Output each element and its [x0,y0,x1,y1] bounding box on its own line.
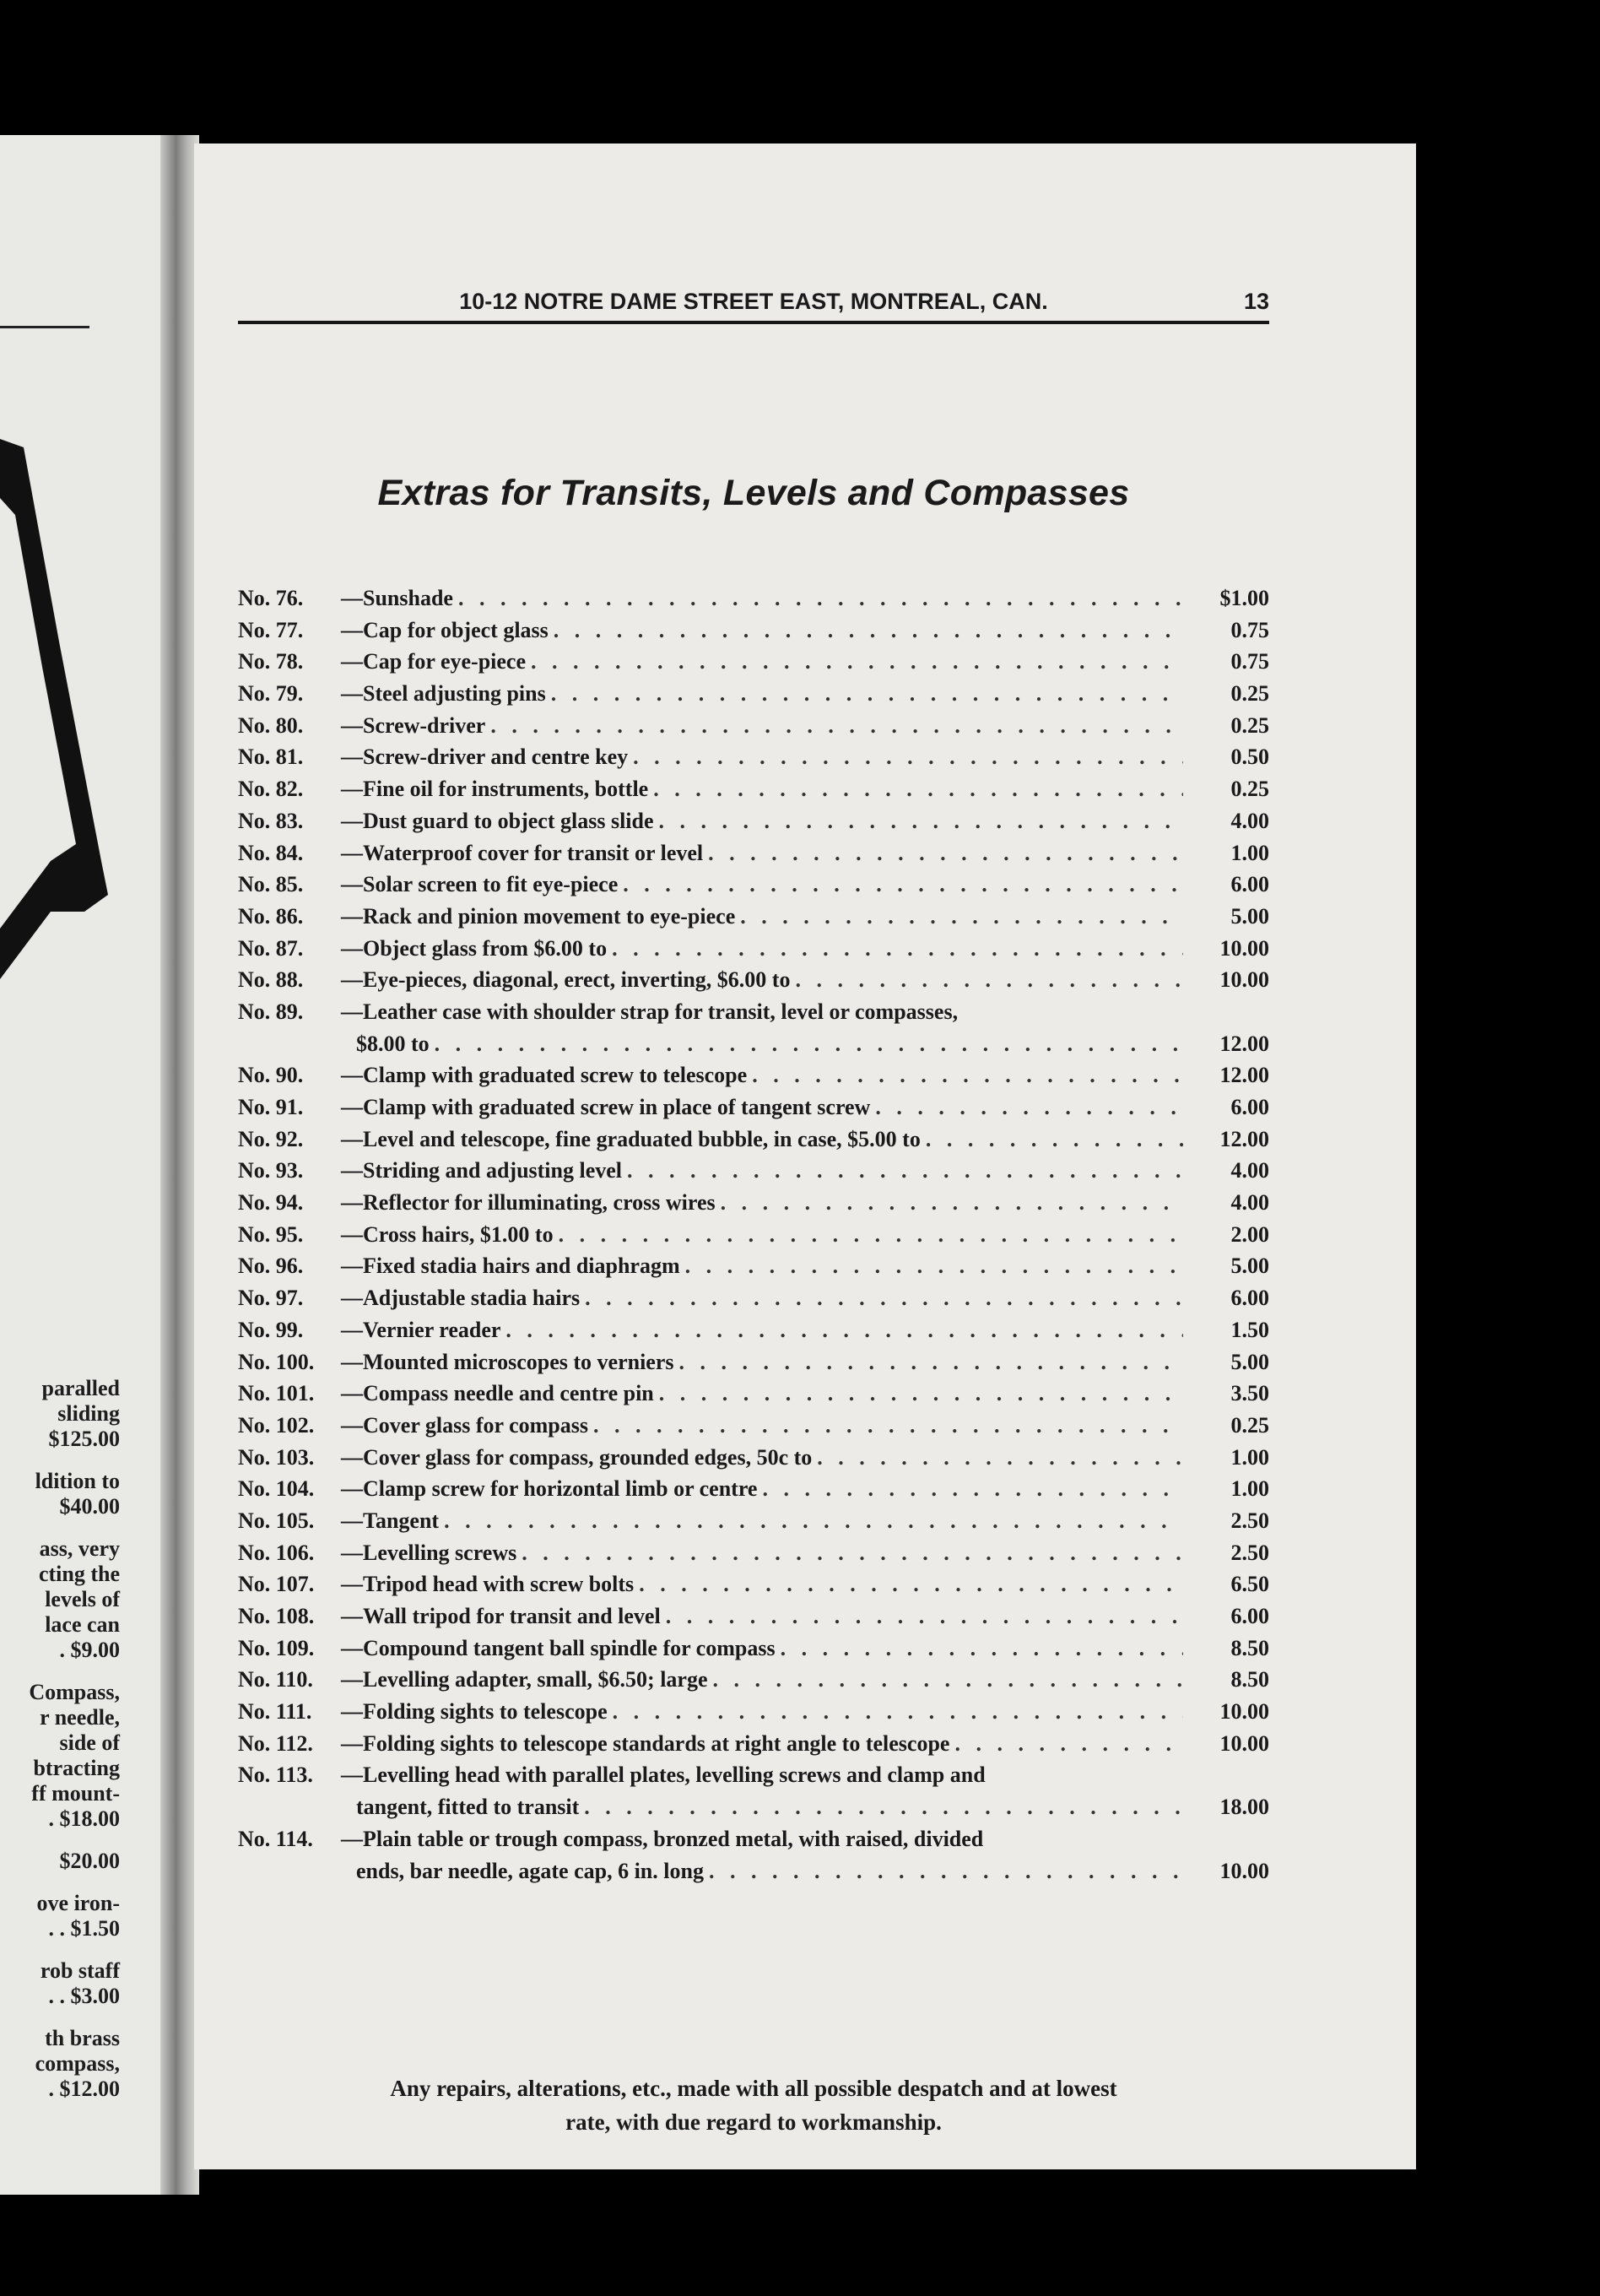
item-price: $1.00 [1219,586,1269,610]
list-item [238,933,1269,965]
item-number: No. 90. [238,1063,304,1088]
list-item [238,1346,1269,1378]
list-item [238,1759,1269,1822]
item-description: —Eye-pieces, diagonal, erect, inverting, $6.00 to [341,967,791,993]
item-number: No. 100. [238,1349,315,1374]
list-item [238,1250,1269,1282]
item-description: —Adjustable stadia hairs [341,1286,581,1311]
facing-text-line: rob staff [40,1958,120,1983]
item-number: No. 108. [238,1604,315,1628]
item-number: No. 93. [238,1158,304,1183]
item-description: —Fixed stadia hairs and diaphragm [341,1254,680,1279]
item-description: —Vernier reader [341,1317,501,1342]
list-item [238,1187,1269,1219]
dot-leader [623,869,1183,901]
dot-leader [627,1155,1183,1187]
facing-text-line: ff mount- [31,1781,120,1806]
facing-text-block [0,1469,120,1519]
list-item [238,1728,1269,1760]
list-item [238,1696,1269,1728]
item-price: 6.00 [1230,1095,1269,1119]
dot-leader [875,1091,1183,1124]
item-description: —Fine oil for instruments, bottle [341,777,649,802]
dot-leader [559,1219,1183,1251]
item-price: 6.50 [1230,1572,1269,1597]
item-description-continued: $8.00 to [356,1031,430,1056]
item-description: —Folding sights to telescope standards at right angle to telescope [341,1730,950,1756]
facing-text-line: . . $1.50 [48,1916,120,1941]
facing-text-line: ldition to [35,1469,120,1493]
item-number: No. 107. [238,1572,315,1597]
item-number: No. 81. [238,745,304,770]
page-title: Extras for Transits, Levels and Compasses [377,473,1130,513]
item-number: No. 76. [238,586,304,610]
item-price: 1.00 [1230,1476,1269,1502]
item-number: No. 112. [238,1730,313,1756]
item-price: 5.00 [1230,1349,1269,1374]
facing-page-text [0,1376,120,2119]
item-number: No. 99. [238,1317,304,1342]
dot-leader [708,837,1183,869]
facing-text-line: sliding [57,1401,120,1426]
item-description: —Solar screen to fit eye-piece [341,872,619,897]
dot-leader [659,805,1183,837]
item-number: No. 101. [238,1381,315,1406]
item-description: —Levelling adapter, small, $6.50; large [341,1667,708,1692]
facing-text-line: $40.00 [59,1494,120,1519]
list-item [238,805,1269,837]
facing-text-line: ove iron- [36,1891,120,1915]
dot-leader [435,1028,1183,1060]
item-price: 18.00 [1219,1795,1269,1820]
dot-leader [531,646,1183,678]
dot-leader [458,582,1183,615]
item-description: —Clamp with graduated screw in place of tangent screw [341,1095,871,1119]
dot-leader [817,1442,1183,1474]
item-number: No. 78. [238,649,304,674]
dot-leader [505,1314,1183,1346]
item-price: 5.00 [1230,1254,1269,1279]
item-price: 10.00 [1219,1730,1269,1756]
list-item [238,1633,1269,1665]
list-item [238,1155,1269,1187]
dot-leader [613,1696,1183,1728]
item-price: 2.50 [1230,1540,1269,1565]
list-item [238,1091,1269,1124]
dot-leader [639,1568,1183,1600]
item-description: —Rack and pinion movement to eye-piece [341,903,736,929]
item-description: —Sunshade [341,586,453,610]
footer-line-2: rate, with due regard to workmanship. [565,2109,942,2135]
facing-text-block [0,1849,120,1874]
list-item [238,1219,1269,1251]
item-price: 0.25 [1230,712,1269,738]
item-number: No. 91. [238,1095,304,1119]
item-price: 1.00 [1230,840,1269,865]
facing-text-block [0,2026,120,2102]
item-description: —Screw-driver [341,712,486,738]
dot-leader [709,1855,1183,1887]
item-description: —Cover glass for compass, grounded edges, 50c to [341,1444,813,1470]
facing-page [0,135,169,2195]
instrument-illustration [0,388,118,996]
item-price: 10.00 [1219,1858,1269,1883]
facing-text-line: ass, very [39,1536,120,1561]
item-description: —Dust guard to object glass slide [341,808,654,833]
dot-leader [585,1282,1183,1314]
item-description: —Leather case with shoulder strap for transit, level or compasses, [341,999,959,1024]
page-number: 13 [1243,289,1269,314]
facing-text-block [0,1536,120,1663]
item-description: —Folding sights to telescope [341,1699,608,1725]
item-number: No. 84. [238,840,304,865]
list-item [238,1282,1269,1314]
dot-leader [612,933,1183,965]
item-description: —Cover glass for compass [341,1412,588,1438]
item-price: 12.00 [1219,1063,1269,1088]
list-item [238,1378,1269,1410]
item-price: 10.00 [1219,1699,1269,1725]
item-price: 1.50 [1230,1317,1269,1342]
facing-text-line: r needle, [40,1705,120,1730]
dot-leader [740,901,1183,933]
item-number: No. 113. [238,1763,313,1788]
item-price: 6.00 [1230,1604,1269,1628]
item-price: 8.50 [1230,1667,1269,1692]
item-price: 3.50 [1230,1381,1269,1406]
item-number: No. 86. [238,903,304,929]
facing-page-rule [0,326,89,328]
dot-leader [522,1537,1183,1569]
list-item [238,1442,1269,1474]
item-description: —Waterproof cover for transit or level [341,840,704,865]
item-number: No. 94. [238,1190,304,1216]
item-description: —Striding and adjusting level [341,1158,623,1183]
item-description: —Plain table or trough compass, bronzed metal, with raised, divided [341,1826,984,1851]
list-item [238,1664,1269,1696]
item-price: 6.00 [1230,872,1269,897]
item-price: 8.50 [1230,1635,1269,1660]
list-item [238,615,1269,647]
item-price: 4.00 [1230,808,1269,833]
dot-leader [633,741,1183,773]
item-number: No. 88. [238,967,304,993]
list-item [238,710,1269,742]
dot-leader [584,1791,1183,1823]
item-price: 0.75 [1230,649,1269,674]
item-price: 10.00 [1219,967,1269,993]
item-price: 6.00 [1230,1286,1269,1311]
item-description: —Compass needle and centre pin [341,1381,654,1406]
list-item [238,837,1269,869]
item-number: No. 87. [238,935,304,961]
facing-text-line: . $12.00 [48,2077,120,2101]
dot-leader [666,1600,1183,1633]
list-item [238,1410,1269,1442]
facing-text-block [0,1680,120,1832]
list-item [238,964,1269,996]
list-item [238,1473,1269,1505]
dot-leader [721,1187,1183,1219]
dot-leader [781,1633,1183,1665]
dot-leader [795,964,1183,996]
item-description: —Steel adjusting pins [341,681,546,707]
item-description: —Levelling head with parallel plates, levelling screws and clamp and [341,1763,986,1788]
item-description: —Mounted microscopes to verniers [341,1349,674,1374]
item-number: No. 105. [238,1508,315,1533]
dot-leader [551,678,1183,710]
facing-text-line: Compass, [29,1680,120,1704]
facing-text-line: $20.00 [59,1849,120,1873]
item-number: No. 106. [238,1540,315,1565]
list-item [238,1124,1269,1156]
item-price: 0.25 [1230,1412,1269,1438]
facing-text-line: . . $3.00 [48,1984,120,2008]
facing-text-line: . $9.00 [59,1638,120,1662]
facing-text-line: paralled [41,1376,120,1400]
footer-note [238,2071,1269,2139]
item-description: —Clamp screw for horizontal limb or centre [341,1476,758,1502]
dot-leader [659,1378,1183,1410]
list-item [238,1568,1269,1600]
item-price: 2.50 [1230,1508,1269,1533]
dot-leader [653,773,1183,805]
facing-text-line: compass, [35,2051,120,2076]
list-item [238,996,1269,1059]
dot-leader [554,615,1183,647]
list-item [238,1059,1269,1091]
item-description: —Clamp with graduated screw to telescope [341,1063,748,1088]
header-rule [238,321,1269,324]
item-number: No. 103. [238,1444,315,1470]
item-number: No. 92. [238,1126,304,1151]
item-number: No. 95. [238,1221,304,1247]
item-price: 0.25 [1230,777,1269,802]
facing-text-line: btracting [33,1756,120,1780]
item-description-continued: tangent, fitted to transit [356,1795,580,1820]
facing-text-line: th brass [45,2026,120,2050]
item-price: 12.00 [1219,1031,1269,1056]
item-description: —Cap for eye-piece [341,649,527,674]
item-description: —Compound tangent ball spindle for compass [341,1635,776,1660]
dot-leader [762,1473,1183,1505]
dot-leader [490,710,1183,742]
item-number: No. 110. [238,1667,313,1692]
dot-leader [752,1059,1183,1091]
item-price: 1.00 [1230,1444,1269,1470]
item-description: —Screw-driver and centre key [341,745,629,770]
item-description: —Wall tripod for transit and level [341,1604,661,1628]
list-item [238,773,1269,805]
item-number: No. 111. [238,1699,312,1725]
item-price: 5.00 [1230,903,1269,929]
facing-text-line: lace can [45,1612,120,1637]
item-number: No. 104. [238,1476,315,1502]
dot-leader [926,1124,1183,1156]
item-number: No. 114. [238,1826,313,1851]
item-price: 12.00 [1219,1126,1269,1151]
footer-line-1: Any repairs, alterations, etc., made with all possible despatch and at lowest [390,2076,1117,2101]
item-number: No. 79. [238,681,304,707]
list-item [238,678,1269,710]
dot-leader [444,1505,1183,1537]
facing-text-line: side of [59,1730,120,1755]
item-description: —Object glass from $6.00 to [341,935,608,961]
item-description: —Tangent [341,1508,440,1533]
item-price: 4.00 [1230,1190,1269,1216]
item-number: No. 89. [238,999,304,1024]
header-address: 10-12 NOTRE DAME STREET EAST, MONTREAL, CAN. [459,289,1048,314]
item-number: No. 97. [238,1286,304,1311]
facing-text-block [0,1376,120,1452]
list-item [238,1537,1269,1569]
item-description: —Level and telescope, fine graduated bubble, in case, $5.00 to [341,1126,921,1151]
item-price: 2.00 [1230,1221,1269,1247]
item-number: No. 102. [238,1412,315,1438]
item-number: No. 96. [238,1254,304,1279]
dot-leader [954,1728,1183,1760]
list-item [238,869,1269,901]
item-description: —Tripod head with screw bolts [341,1572,635,1597]
list-item [238,1600,1269,1633]
list-item [238,1823,1269,1887]
catalog-page [194,144,1416,2169]
list-item [238,741,1269,773]
item-description: —Cross hairs, $1.00 to [341,1221,554,1247]
facing-text-line: . $18.00 [48,1806,120,1831]
item-number: No. 109. [238,1635,315,1660]
facing-text-block [0,1958,120,2009]
running-header [238,279,1269,317]
item-number: No. 80. [238,712,304,738]
item-price: 0.50 [1230,745,1269,770]
item-description: —Cap for object glass [341,617,549,642]
facing-text-line: $125.00 [48,1427,120,1451]
facing-text-line: levels of [45,1587,120,1611]
price-list [238,582,1269,1887]
item-price: 4.00 [1230,1158,1269,1183]
list-item [238,646,1269,678]
dot-leader [713,1664,1183,1696]
item-price: 10.00 [1219,935,1269,961]
item-description-continued: ends, bar needle, agate cap, 6 in. long [356,1858,704,1883]
item-number: No. 77. [238,617,304,642]
list-item [238,582,1269,615]
item-description: —Reflector for illuminating, cross wires [341,1190,716,1216]
list-item [238,1314,1269,1346]
list-item [238,901,1269,933]
item-price: 0.25 [1230,681,1269,707]
facing-text-block [0,1891,120,1941]
dot-leader [685,1250,1183,1282]
item-number: No. 83. [238,808,304,833]
list-item [238,1505,1269,1537]
dot-leader [679,1346,1183,1378]
facing-text-line: cting the [38,1562,120,1586]
item-number: No. 82. [238,777,304,802]
item-description: —Levelling screws [341,1540,517,1565]
item-price: 0.75 [1230,617,1269,642]
dot-leader [593,1410,1183,1442]
item-number: No. 85. [238,872,304,897]
